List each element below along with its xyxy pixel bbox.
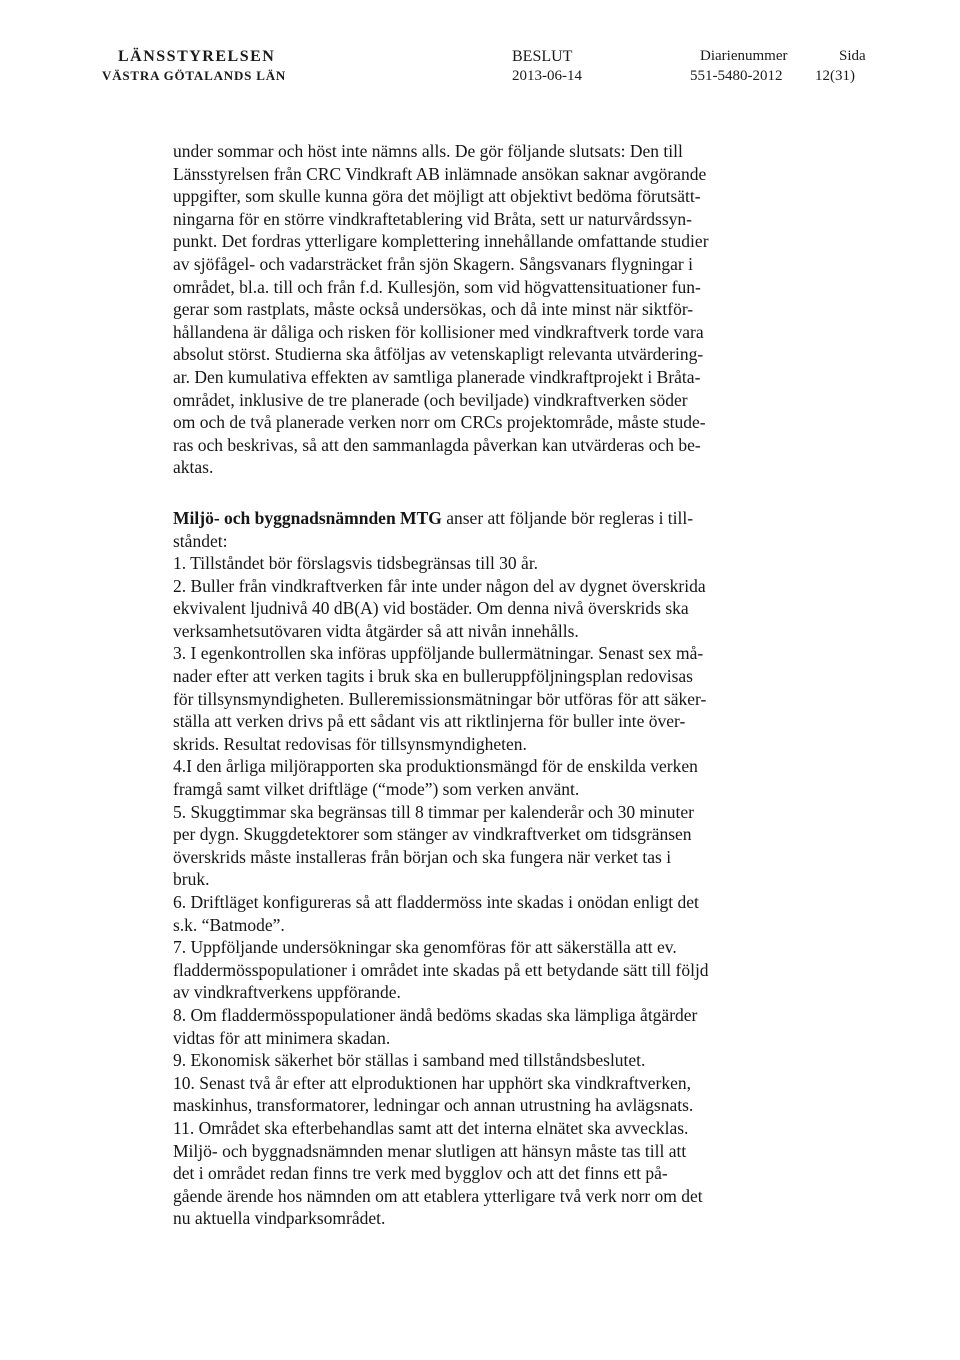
section-heading-bold: Miljö- och byggnadsnämnden MTG	[173, 507, 442, 528]
text-line: punkt. Det fordras ytterligare komplettering innehållande omfattande studier	[173, 231, 709, 252]
paragraph-spacer	[173, 479, 773, 507]
condition-item: 4.I den årliga miljörapporten ska produktionsmängd för de enskilda verken	[173, 756, 698, 777]
text-line: hållandena är dåliga och risken för kollisioner med vindkraftverk torde vara	[173, 321, 704, 342]
condition-item: 10. Senast två år efter att elproduktionen har upphört ska vindkraftverken,	[173, 1072, 692, 1093]
document-body	[173, 140, 773, 1230]
text-line: Miljö- och byggnadsnämnden menar slutligen att hänsyn måste tas till att	[173, 1140, 687, 1161]
text-line: överskrids måste installeras från början och ska fungera när verket tas i	[173, 846, 672, 867]
text-line: nu aktuella vindparksområdet.	[173, 1208, 386, 1229]
text-line: ar. Den kumulativa effekten av samtliga planerade vindkraftprojekt i Bråta-	[173, 366, 701, 387]
text-line: av sjöfågel- och vadarsträcket från sjön Skagern. Sångsvanars flygningar i	[173, 253, 693, 274]
text-line: ekvivalent ljudnivå 40 dB(A) vid bostäder. Om denna nivå överskrids ska	[173, 598, 689, 619]
text-line: verksamhetsutövaren vidta åtgärder så att nivån innehålls.	[173, 620, 579, 641]
text-line: aktas.	[173, 457, 214, 478]
section-mtg-conditions	[173, 507, 773, 1230]
text-line: nader efter att verken tagits i bruk ska en bulleruppföljningsplan redovisas	[173, 666, 693, 687]
text-line: framgå samt vilket driftläge (“mode”) som verken använt.	[173, 779, 580, 800]
page-number: 12(31)	[815, 68, 855, 84]
text-line: fladdermösspopulationer i området inte skadas på ett betydande sätt till följd	[173, 959, 709, 980]
section-lead-rest: anser att följande bör regleras i till-	[441, 507, 694, 528]
text-line: ras och beskrivas, så att den sammanlagda påverkan kan utvärderas och be-	[173, 434, 701, 455]
text-line: uppgifter, som skulle kunna göra det möjligt att objektivt bedöma förutsätt-	[173, 186, 701, 207]
text-line: per dygn. Skuggdetektorer som stänger av vindkraftverket om tidsgränsen	[173, 824, 692, 845]
text-line: vidtas för att minimera skadan.	[173, 1027, 391, 1048]
text-line: gående ärende hos nämnden om att etablera ytterligare två verk norr om det	[173, 1185, 703, 1206]
text-line: gerar som rastplats, måste också undersökas, och då inte minst när siktför-	[173, 299, 694, 320]
doc-type: BESLUT	[512, 48, 573, 65]
text-line: s.k. “Batmode”.	[173, 914, 285, 935]
condition-item: 8. Om fladdermösspopulationer ändå bedöms skadas ska lämpliga åtgärder	[173, 1004, 698, 1025]
text-line: för tillsynsmyndigheten. Bulleremissionsmätningar bör utföras för att säker-	[173, 688, 707, 709]
paragraph-conclusions	[173, 140, 773, 479]
condition-item: 11. Området ska efterbehandlas samt att det interna elnätet ska avvecklas.	[173, 1117, 689, 1138]
text-line: ståndet:	[173, 530, 228, 551]
text-line: Länsstyrelsen från CRC Vindkraft AB inlämnade ansökan saknar avgörande	[173, 163, 707, 184]
org-subtitle: VÄSTRA GÖTALANDS LÄN	[102, 68, 287, 83]
doc-date: 2013-06-14	[512, 68, 582, 84]
text-line: det i området redan finns tre verk med bygglov och att det finns ett på-	[173, 1163, 668, 1184]
diarie-label: Diarienummer	[700, 48, 788, 64]
text-line: skrids. Resultat redovisas för tillsynsmyndigheten.	[173, 733, 527, 754]
text-line: maskinhus, transformatorer, ledningar och annan utrustning ha avlägsnats.	[173, 1095, 694, 1116]
condition-item: 5. Skuggtimmar ska begränsas till 8 timmar per kalenderår och 30 minuter	[173, 801, 694, 822]
page-label: Sida	[839, 48, 866, 64]
diarie-number: 551-5480-2012	[690, 68, 783, 84]
condition-item: 9. Ekonomisk säkerhet bör ställas i samband med tillståndsbeslutet.	[173, 1050, 646, 1071]
text-line: bruk.	[173, 869, 210, 890]
condition-item: 7. Uppföljande undersökningar ska genomföras för att säkerställa att ev.	[173, 937, 677, 958]
org-name: LÄNSSTYRELSEN	[118, 48, 276, 65]
text-line: området, bl.a. till och från f.d. Kullesjön, som vid högvattensituationer fun-	[173, 276, 701, 297]
condition-item: 2. Buller från vindkraftverken får inte under någon del av dygnet överskrida	[173, 575, 706, 596]
text-line: absolut störst. Studierna ska åtföljas av vetenskapligt relevanta utvärdering-	[173, 344, 704, 365]
text-line: under sommar och höst inte nämns alls. De gör följande slutsats: Den till	[173, 141, 683, 161]
text-line: av vindkraftverkens uppförande.	[173, 982, 401, 1003]
section-lead-line	[173, 507, 773, 530]
text-line: ningarna för en större vindkraftetablering vid Bråta, sett ur naturvårdssyn-	[173, 208, 692, 229]
condition-item: 3. I egenkontrollen ska införas uppföljande bullermätningar. Senast sex må-	[173, 643, 704, 664]
text-line: ställa att verken drivs på ett sådant vis att riktlinjerna för buller inte över-	[173, 711, 686, 732]
condition-item: 1. Tillståndet bör förslagsvis tidsbegränsas till 30 år.	[173, 553, 539, 574]
text-line: området, inklusive de tre planerade (och beviljade) vindkraftverken söder	[173, 389, 688, 410]
text-line: om och de två planerade verken norr om CRCs projektområde, måste stude-	[173, 412, 706, 433]
condition-item: 6. Driftläget konfigureras så att fladdermöss inte skadas i onödan enligt det	[173, 892, 699, 912]
